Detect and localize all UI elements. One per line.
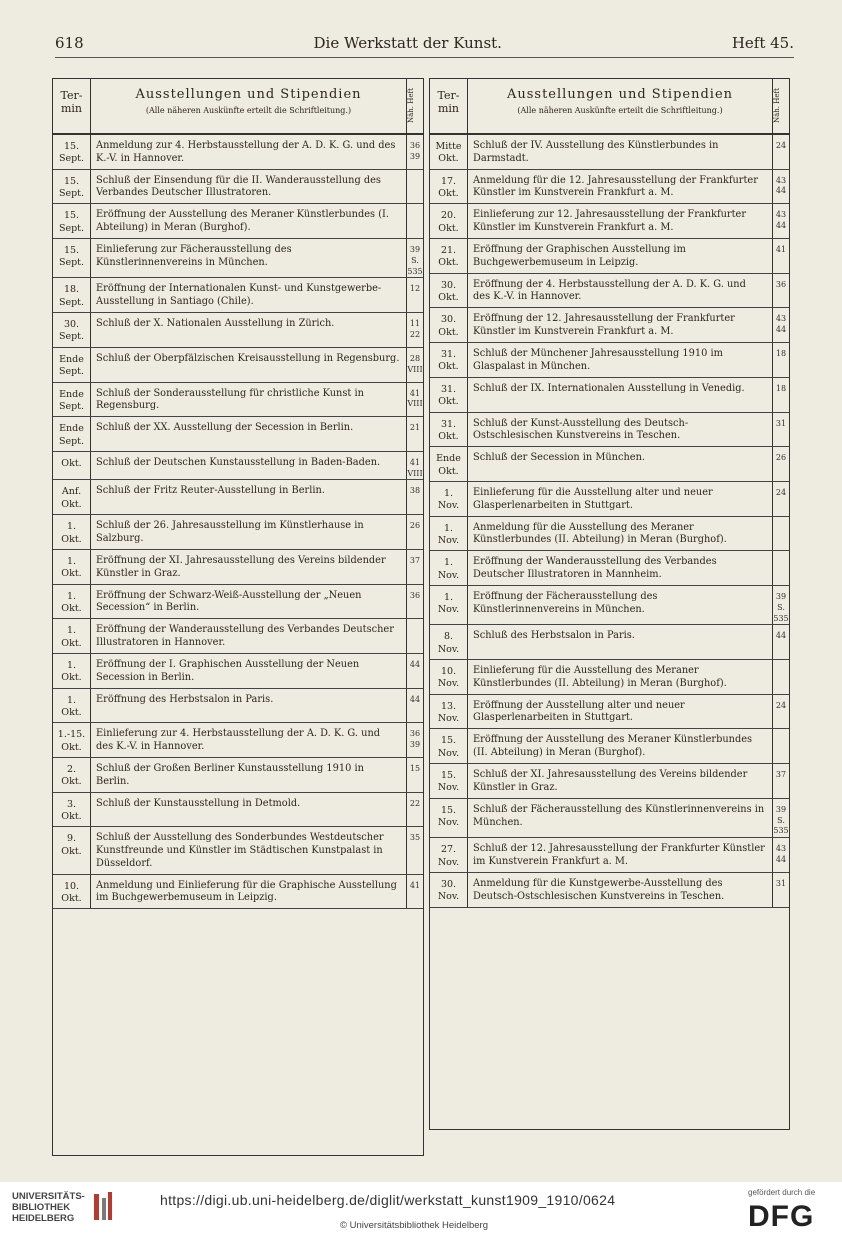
row-ref: 26 (409, 521, 421, 531)
row-term: 21. Okt. (430, 239, 468, 273)
row-ref: 41 (409, 880, 421, 890)
table-row (53, 550, 423, 585)
table-row (53, 793, 423, 828)
row-ref: 36 39 (409, 729, 421, 750)
title-header (91, 79, 407, 133)
table-row (430, 729, 789, 764)
row-text: Anmeldung für die Kunstgewerbe-Ausstellung des Deutsch-Ostschlesischen Kunstvereins in Teschen. (468, 873, 773, 907)
table-header (53, 79, 423, 135)
row-ref (407, 204, 423, 238)
row-term: Ende Sept. (53, 417, 91, 451)
row-text: Schluß der Großen Berliner Kunstausstellung 1910 in Berlin. (91, 758, 407, 792)
row-ref: 21 (409, 423, 421, 433)
row-text: Eröffnung der Internationalen Kunst- und Kunstgewerbe-Ausstellung in Santiago (Chile). (91, 278, 407, 312)
row-text: Schluß der Deutschen Kunstausstellung in Baden-Baden. (91, 452, 407, 480)
table-subtitle: (Alle näheren Auskünfte erteilt die Schriftleitung.) (145, 106, 352, 115)
row-ref: 36 39 (409, 141, 421, 161)
table-row (430, 838, 789, 873)
table-row (430, 482, 789, 517)
page-header (55, 34, 794, 58)
row-ref: 41 VIII (407, 457, 423, 478)
row-term: 15. Sept. (53, 170, 91, 204)
row-term: 1.-15. Okt. (53, 723, 91, 757)
table-row (53, 689, 423, 724)
table-header (430, 79, 789, 135)
row-ref: 43 44 (775, 210, 787, 231)
row-ref: 18 (775, 383, 787, 393)
row-term: 15. Sept. (53, 135, 91, 169)
title-header (468, 79, 773, 133)
row-text: Schluß der Fächerausstellung des Künstlerinnenvereins in München. (468, 799, 773, 837)
table-row (53, 654, 423, 689)
row-ref: 18 (775, 349, 787, 359)
row-ref: 24 (775, 141, 787, 150)
table-row (430, 413, 789, 448)
table-row (53, 758, 423, 793)
journal-title: Die Werkstatt der Kunst. (313, 34, 502, 52)
row-term: 15. Nov. (430, 764, 468, 798)
row-text: Schluß der Kunst-Ausstellung des Deutsch-Ostschlesischen Kunstvereins in Teschen. (468, 413, 773, 447)
table-row (430, 239, 789, 274)
table-row (430, 625, 789, 660)
row-term: 15. Nov. (430, 799, 468, 837)
row-text: Schluß der XI. Jahresausstellung des Vereins bildender Künstler in Graz. (468, 764, 773, 798)
row-ref: 31 (775, 418, 787, 428)
dfg-logo: DFG (748, 1200, 815, 1233)
row-text: Schluß der XX. Ausstellung der Secession in Berlin. (91, 417, 407, 451)
row-text: Schluß der Ausstellung des Sonderbundes Westdeutscher Kunstfreunde und Künstler im Städtischen Kunstpalast in Düsseldorf. (91, 827, 407, 873)
row-ref: 28 VIII (407, 353, 423, 374)
row-ref: 24 (775, 487, 787, 497)
row-ref: 44 (409, 694, 421, 704)
ref-header: Näh. Heft (407, 88, 415, 124)
table-row (53, 619, 423, 654)
row-term: 30. Nov. (430, 873, 468, 907)
row-ref: 37 (409, 555, 421, 565)
row-text: Eröffnung der Ausstellung alter und neuer Glasperlenarbeiten in Stuttgart. (468, 695, 773, 729)
table-row (430, 517, 789, 552)
table-title: Ausstellungen und Stipendien (506, 87, 734, 102)
table-row (53, 515, 423, 550)
row-term: 1. Okt. (53, 515, 91, 549)
table-row (53, 827, 423, 874)
row-term: 30. Sept. (53, 313, 91, 347)
row-ref: 37 (775, 770, 787, 780)
row-text: Eröffnung der I. Graphischen Ausstellung der Neuen Secession in Berlin. (91, 654, 407, 688)
row-term: 8. Nov. (430, 625, 468, 659)
table-row (430, 799, 789, 838)
row-term: 15. Sept. (53, 204, 91, 238)
term-header: Ter- min (430, 79, 468, 133)
row-ref: 41 VIII (407, 388, 423, 409)
row-text: Schluß der 26. Jahresausstellung im Künstlerhause in Salzburg. (91, 515, 407, 549)
row-text: Eröffnung der Fächerausstellung des Künstlerinnenvereins in München. (468, 586, 773, 624)
ref-header: Näh. Heft (773, 88, 781, 124)
row-ref: 44 (775, 631, 787, 641)
row-ref: 43 44 (775, 175, 787, 196)
row-ref: 31 (775, 878, 787, 888)
table-row (430, 378, 789, 413)
viewer-footer (0, 1182, 842, 1241)
row-term: 2. Okt. (53, 758, 91, 792)
row-ref: 24 (775, 700, 787, 710)
table-row (53, 170, 423, 205)
table-title: Ausstellungen und Stipendien (135, 87, 362, 102)
row-ref: 36 (409, 590, 421, 600)
row-text: Schluß der Einsendung für die II. Wanderausstellung des Verbandes Deutscher Illustratoren. (91, 170, 407, 204)
row-term: 1. Okt. (53, 689, 91, 723)
row-term: 15. Sept. (53, 239, 91, 277)
row-text: Eröffnung der Ausstellung des Meraner Künstlerbundes (I. Abteilung) in Meran (Burghof). (91, 204, 407, 238)
table-row (53, 452, 423, 481)
row-ref: 36 (775, 279, 787, 289)
table-row (53, 239, 423, 278)
row-text: Anmeldung und Einlieferung für die Graphische Ausstellung im Buchgewerbemuseum in Leipzig. (91, 875, 407, 909)
row-text: Eröffnung der Ausstellung des Meraner Künstlerbundes (II. Abteilung) in Meran (Burghof). (468, 729, 773, 763)
row-ref: 12 (409, 284, 421, 294)
row-ref (773, 660, 789, 694)
row-term: 30. Okt. (430, 274, 468, 308)
table-row (430, 695, 789, 730)
library-logo-text: UNIVERSITÄTS- BIBLIOTHEK HEIDELBERG (12, 1191, 85, 1224)
table-row (53, 585, 423, 620)
row-term: 17. Okt. (430, 170, 468, 204)
row-text: Anmeldung für die 12. Jahresausstellung der Frankfurter Künstler im Kunstverein Frankfurt a. M. (468, 170, 773, 204)
row-term: 1. Okt. (53, 654, 91, 688)
row-text: Einlieferung zur 4. Herbstausstellung der A. D. K. G. und des K.-V. in Hannover. (91, 723, 407, 757)
table-row (53, 278, 423, 313)
row-term: Ende Sept. (53, 383, 91, 417)
row-text: Eröffnung des Herbstsalon in Paris. (91, 689, 407, 723)
row-ref: 39 S. 535 (407, 245, 423, 276)
row-text: Eröffnung der Wanderausstellung des Verbandes Deutscher Illustratoren in Mannheim. (468, 551, 773, 585)
issue-label: Heft 45. (731, 34, 794, 52)
row-term: 1. Nov. (430, 551, 468, 585)
row-text: Anmeldung für die Ausstellung des Meraner Künstlerbundes (II. Abteilung) in Meran (Burghof). (468, 517, 773, 551)
row-term: 27. Nov. (430, 838, 468, 872)
row-term: Okt. (53, 452, 91, 480)
row-term: 1. Nov. (430, 586, 468, 624)
row-text: Anmeldung zur 4. Herbstausstellung der A. D. K. G. und des K.-V. in Hannover. (91, 135, 407, 169)
row-ref: 39 S. 535 (773, 804, 789, 836)
row-text: Schluß der Secession in München. (468, 447, 773, 481)
row-text: Schluß der Sonderausstellung für christliche Kunst in Regensburg. (91, 383, 407, 417)
row-term: Ende Okt. (430, 447, 468, 481)
row-term: 1. Okt. (53, 585, 91, 619)
term-header: Ter- min (53, 79, 91, 133)
row-ref: 43 44 (775, 314, 787, 335)
row-term: 18. Sept. (53, 278, 91, 312)
row-ref: 41 (775, 245, 787, 255)
row-ref: 35 (409, 833, 421, 843)
row-term: 3. Okt. (53, 793, 91, 827)
table-body (430, 135, 789, 908)
row-ref: 15 (409, 763, 421, 773)
row-text: Schluß des Herbstsalon in Paris. (468, 625, 773, 659)
table-row (430, 135, 789, 170)
row-text: Eröffnung der XI. Jahresausstellung des Vereins bildender Künstler in Graz. (91, 550, 407, 584)
table-row (53, 135, 423, 170)
table-subtitle: (Alle näheren Auskünfte erteilt die Schriftleitung.) (517, 106, 723, 115)
row-term: 15. Nov. (430, 729, 468, 763)
row-term: Mitte Okt. (430, 135, 468, 169)
row-ref (773, 551, 789, 585)
row-ref (407, 170, 423, 204)
row-text: Einlieferung zur Fächerausstellung des Künstlerinnenvereins in München. (91, 239, 407, 277)
row-text: Eröffnung der 4. Herbstausstellung der A. D. K. G. und des K.-V. in Hannover. (468, 274, 773, 308)
row-text: Eröffnung der Wanderausstellung des Verbandes Deutscher Illustratoren in Hannover. (91, 619, 407, 653)
row-text: Schluß der 12. Jahresausstellung der Frankfurter Künstler im Kunstverein Frankfurt a. M. (468, 838, 773, 872)
row-term: 31. Okt. (430, 378, 468, 412)
sponsor-note: gefördert durch die (748, 1188, 816, 1197)
row-ref: 43 44 (775, 844, 787, 864)
right-table (429, 78, 790, 1130)
table-row (53, 417, 423, 452)
row-text: Schluß der Münchener Jahresausstellung 1910 im Glaspalast in München. (468, 343, 773, 377)
table-row (430, 447, 789, 482)
table-row (430, 343, 789, 378)
table-row (53, 723, 423, 758)
row-text: Schluß der X. Nationalen Ausstellung in Zürich. (91, 313, 407, 347)
table-row (430, 873, 789, 908)
row-term: 1. Okt. (53, 550, 91, 584)
row-term: 31. Okt. (430, 343, 468, 377)
row-text: Schluß der Kunstausstellung in Detmold. (91, 793, 407, 827)
table-row (53, 383, 423, 418)
page-number: 618 (55, 34, 84, 52)
table-row (430, 660, 789, 695)
row-text: Schluß der Oberpfälzischen Kreisausstellung in Regensburg. (91, 348, 407, 382)
row-ref: 44 (409, 659, 421, 669)
table-row (430, 551, 789, 586)
row-term: Anf. Okt. (53, 480, 91, 514)
row-ref (773, 729, 789, 763)
library-emblem-icon (90, 1190, 116, 1224)
row-term: 10. Okt. (53, 875, 91, 909)
row-ref: 38 (409, 486, 421, 496)
row-text: Schluß der Fritz Reuter-Ausstellung in Berlin. (91, 480, 407, 514)
row-text: Einlieferung für die Ausstellung alter und neuer Glasperlenarbeiten in Stuttgart. (468, 482, 773, 516)
row-ref: 39 S. 535 (773, 591, 789, 623)
row-ref (773, 517, 789, 551)
table-row (53, 875, 423, 910)
row-term: 10. Nov. (430, 660, 468, 694)
row-term: 9. Okt. (53, 827, 91, 873)
row-term: 1. Okt. (53, 619, 91, 653)
table-row (430, 308, 789, 343)
row-term: 1. Nov. (430, 482, 468, 516)
table-row (430, 586, 789, 625)
row-text: Einlieferung zur 12. Jahresausstellung der Frankfurter Künstler im Kunstverein Frankfurt a. M. (468, 204, 773, 238)
row-term: 30. Okt. (430, 308, 468, 342)
left-table (52, 78, 424, 1156)
row-text: Schluß der IX. Internationalen Ausstellung in Venedig. (468, 378, 773, 412)
row-text: Eröffnung der Schwarz-Weiß-Ausstellung der „Neuen Secession“ in Berlin. (91, 585, 407, 619)
row-text: Schluß der IV. Ausstellung des Künstlerbundes in Darmstadt. (468, 135, 773, 169)
row-term: 31. Okt. (430, 413, 468, 447)
row-term: 13. Nov. (430, 695, 468, 729)
row-text: Einlieferung für die Ausstellung des Meraner Künstlerbundes (II. Abteilung) in Meran (Burghof). (468, 660, 773, 694)
table-row (430, 764, 789, 799)
row-ref (407, 619, 423, 653)
table-row (53, 313, 423, 348)
row-term: 1. Nov. (430, 517, 468, 551)
table-row (53, 348, 423, 383)
table-row (53, 204, 423, 239)
copyright-notice: © Universitätsbibliothek Heidelberg (340, 1220, 488, 1231)
row-term: 20. Okt. (430, 204, 468, 238)
table-row (53, 480, 423, 515)
table-row (430, 274, 789, 309)
permalink[interactable]: https://digi.ub.uni-heidelberg.de/diglit/werkstatt_kunst1909_1910/0624 (160, 1192, 616, 1208)
row-text: Eröffnung der Graphischen Ausstellung im Buchgewerbemuseum in Leipzig. (468, 239, 773, 273)
table-row (430, 170, 789, 205)
row-ref: 26 (775, 453, 787, 463)
row-text: Eröffnung der 12. Jahresausstellung der Frankfurter Künstler im Kunstverein Frankfurt a. M. (468, 308, 773, 342)
table-row (430, 204, 789, 239)
row-term: Ende Sept. (53, 348, 91, 382)
row-ref: 22 (409, 798, 421, 808)
row-ref: 11 22 (409, 319, 421, 339)
table-body (53, 135, 423, 909)
